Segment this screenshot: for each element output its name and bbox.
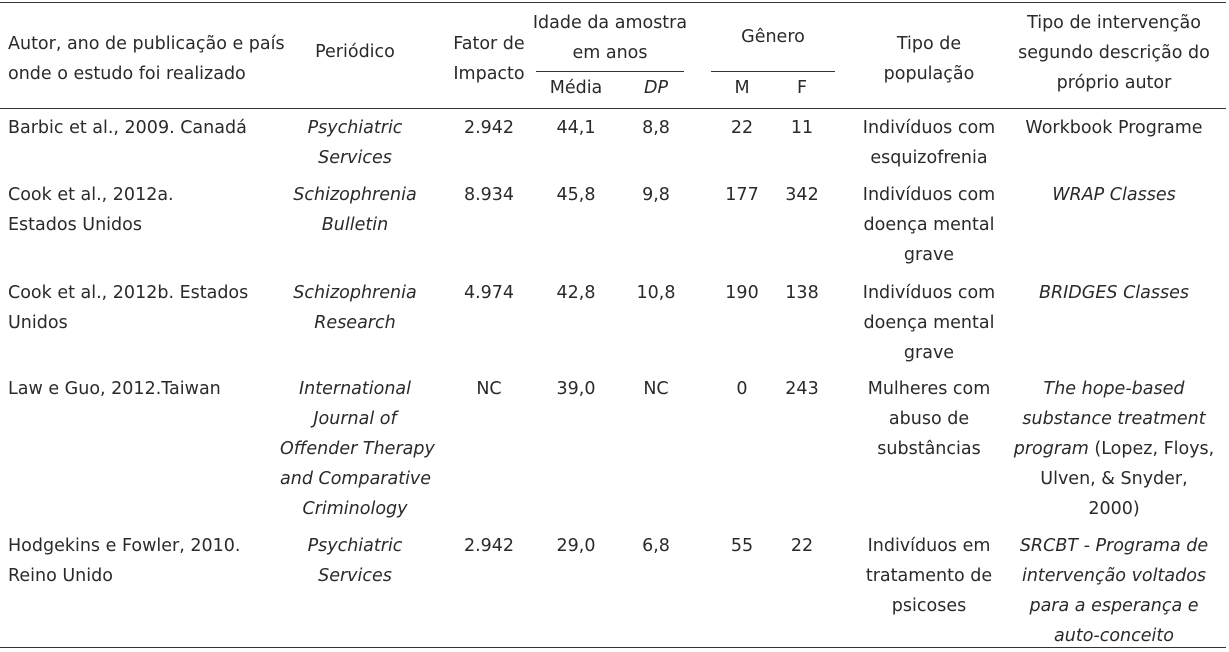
- header-gender-m: M: [734, 78, 750, 98]
- row-2-population: Indivíduos com doença mental grave: [862, 185, 996, 265]
- gender-subheader-rule: [711, 71, 835, 72]
- header-age: Idade da amostra em anos: [532, 13, 688, 63]
- row-1-population: Indivíduos com esquizofrenia: [862, 118, 996, 168]
- row-2-gender-m: 177: [725, 185, 759, 205]
- age-subheader-rule: [536, 71, 684, 72]
- header-age-mean: Média: [549, 78, 603, 98]
- row-4-age-mean: 39,0: [556, 379, 596, 399]
- row-1-age-sd: 8,8: [642, 118, 670, 138]
- row-1-intervention: Workbook Programe: [1025, 118, 1203, 138]
- header-journal: Periódico: [315, 42, 395, 62]
- row-3-journal: Schizophrenia Research: [293, 283, 417, 333]
- row-2-author: Cook et al., 2012a. Estados Unidos: [8, 185, 174, 235]
- row-4-population: Mulheres com abuso de substâncias: [867, 379, 991, 459]
- row-4-age-sd: NC: [643, 379, 669, 399]
- row-5-population: Indivíduos em tratamento de psicoses: [865, 536, 993, 616]
- row-3-intervention: BRIDGES Classes: [1038, 283, 1189, 303]
- row-1-age-mean: 44,1: [556, 118, 596, 138]
- row-4-journal: International Journal of Offender Therapy and Comparative Criminology: [280, 379, 435, 519]
- table-top-rule: [0, 2, 1226, 3]
- row-5-gender-f: 22: [790, 536, 814, 556]
- header-gender: Gênero: [741, 27, 805, 47]
- row-5-impact: 2.942: [463, 536, 515, 556]
- row-4-gender-f: 243: [785, 379, 819, 399]
- row-5-gender-m: 55: [730, 536, 754, 556]
- row-2-impact: 8.934: [463, 185, 515, 205]
- row-5-journal: Psychiatric Services: [307, 536, 403, 586]
- header-author: Autor, ano de publicação e país onde o estudo foi realizado: [8, 34, 285, 84]
- row-2-age-mean: 45,8: [556, 185, 596, 205]
- row-2-age-sd: 9,8: [642, 185, 670, 205]
- row-4-impact: NC: [476, 379, 502, 399]
- header-population: Tipo de população: [883, 34, 975, 84]
- row-3-author: Cook et al., 2012b. Estados Unidos: [8, 283, 249, 333]
- row-1-gender-m: 22: [730, 118, 754, 138]
- row-3-impact: 4.974: [463, 283, 515, 303]
- row-5-age-mean: 29,0: [556, 536, 596, 556]
- row-4-gender-m: 0: [736, 379, 748, 399]
- header-impact: Fator de Impacto: [453, 34, 525, 84]
- row-4-author: Law e Guo, 2012.Taiwan: [8, 379, 221, 399]
- row-5-age-sd: 6,8: [642, 536, 670, 556]
- row-1-author: Barbic et al., 2009. Canadá: [8, 118, 247, 138]
- header-gender-f: F: [796, 78, 808, 98]
- row-3-population: Indivíduos com doença mental grave: [862, 283, 996, 363]
- row-3-age-sd: 10,8: [636, 283, 676, 303]
- row-3-gender-m: 190: [725, 283, 759, 303]
- row-5-author: Hodgekins e Fowler, 2010. Reino Unido: [8, 536, 241, 586]
- row-1-gender-f: 11: [790, 118, 814, 138]
- row-2-journal: Schizophrenia Bulletin: [293, 185, 417, 235]
- row-1-impact: 2.942: [463, 118, 515, 138]
- row-2-gender-f: 342: [785, 185, 819, 205]
- header-intervention: Tipo de intervenção segundo descrição do próprio autor: [1018, 13, 1210, 93]
- header-age-sd: DP: [643, 78, 669, 98]
- header-bottom-rule: [0, 108, 1226, 109]
- row-2-intervention: WRAP Classes: [1052, 185, 1176, 205]
- row-4-intervention: The hope-based substance treatment program (Lopez, Floys, Ulven, & Snyder, 2000): [1013, 379, 1215, 519]
- row-3-age-mean: 42,8: [556, 283, 596, 303]
- row-5-intervention: SRCBT - Programa de intervenção voltados para a esperança e auto-conceito: [1019, 536, 1209, 646]
- row-3-gender-f: 138: [785, 283, 819, 303]
- row-1-journal: Psychiatric Services: [307, 118, 403, 168]
